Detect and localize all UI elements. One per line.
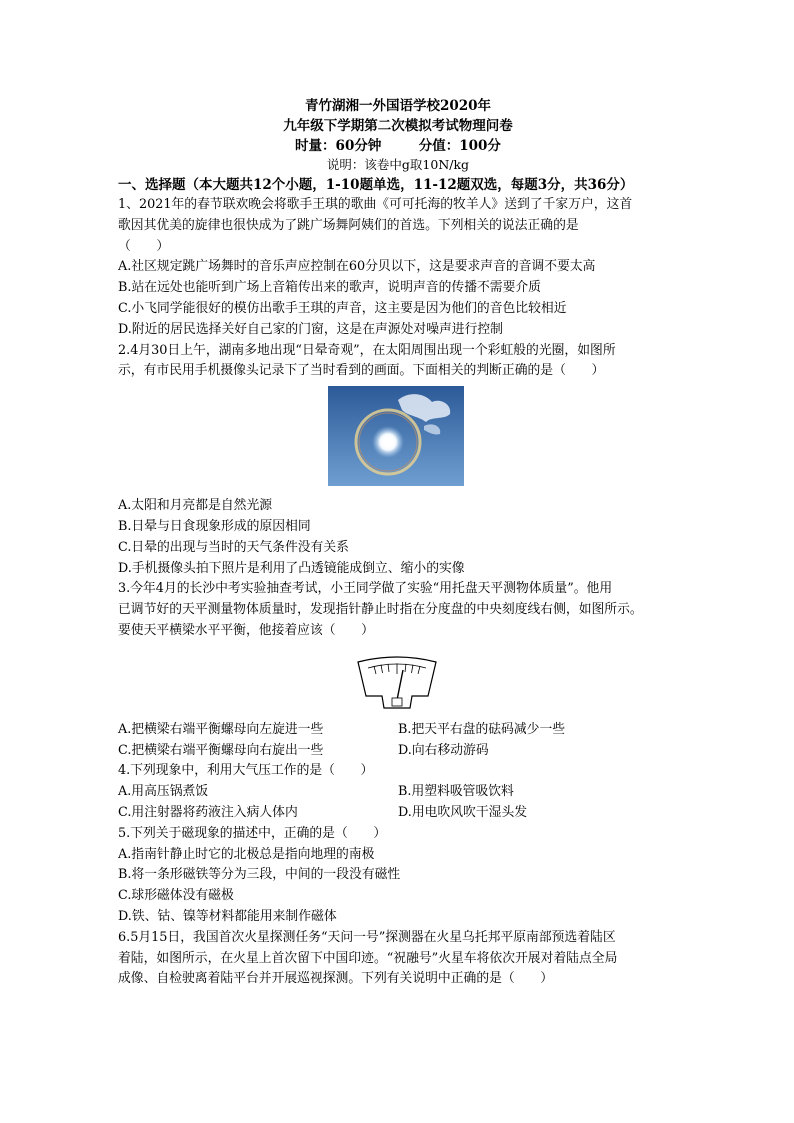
q3-stem-2: 已调节好的天平测量物体质量时，发现指针静止时指在分度盘的中央刻度线右侧，如图所示。 xyxy=(118,602,643,618)
school-title: 青竹湖湘一外国语学校2020年 xyxy=(304,98,492,114)
q5-option-c: C.球形磁体没有磁极 xyxy=(118,888,234,904)
q5-option-a: A.指南针静止时它的北极总是指向地理的南极 xyxy=(118,846,375,862)
question-3 xyxy=(118,579,678,761)
q2-option-b: B.日晕与日食现象形成的原因相同 xyxy=(118,518,311,534)
exam-note: 说明：该卷中g取10N/kg xyxy=(326,157,470,172)
question-1 xyxy=(118,195,678,341)
q1-option-b: B.站在远处也能听到广场上音箱传出来的歌声，说明声音的传播不需要介质 xyxy=(118,280,541,296)
q2-stem-2: 示，有市民用手机摄像头记录下了当时看到的画面。下面相关的判断正确的是（ ） xyxy=(118,363,605,379)
q6-stem-2: 着陆，如图所示，在火星上首次留下中国印迹。“祝融号”火星车将依次开展对着陆点全局 xyxy=(118,950,618,966)
q2-option-c: C.日晕的出现与当时的天气条件没有关系 xyxy=(118,539,349,555)
q2-option-d: D.手机摄像头拍下照片是利用了凸透镜能成倒立、缩小的实像 xyxy=(118,560,465,576)
q5-stem: 5.下列关于磁现象的描述中，正确的是（ ） xyxy=(118,825,387,841)
q5-option-d: D.铁、钴、镍等材料都能用来制作磁体 xyxy=(118,908,337,924)
question-4 xyxy=(118,761,678,823)
q4-option-b: B.用塑料吸管吸饮料 xyxy=(398,784,514,800)
q1-option-d: D.附近的居民选择关好自己家的门窗，这是在声源处对噪声进行控制 xyxy=(118,321,503,337)
q4-option-a: A.用高压锅煮饭 xyxy=(118,784,209,800)
q1-option-a: A.社区规定跳广场舞时的音乐声应控制在60分贝以下，这是要求声音的音调不要太高 xyxy=(118,259,596,275)
q4-option-d: D.用电吹风吹干湿头发 xyxy=(398,804,528,820)
question-2 xyxy=(118,341,678,580)
q2-option-a: A.太阳和月亮都是自然光源 xyxy=(118,498,273,514)
q3-stem-1: 3.今年4月的长沙中考实验抽查考试，小王同学做了实验“用托盘天平测物体质量”。他用 xyxy=(118,581,613,597)
question-5 xyxy=(118,824,678,928)
exam-page xyxy=(118,96,678,990)
q3-option-d: D.向右移动游码 xyxy=(398,742,489,758)
q3-option-c: C.把横梁右端平衡螺母向右旋出一些 xyxy=(118,742,324,758)
q3-options-row-1 xyxy=(118,720,678,741)
q5-option-b: B.将一条形磁铁等分为三段，中间的一段没有磁性 xyxy=(118,867,401,883)
time-label: 时量：60分钟 xyxy=(295,138,382,154)
sun-halo-photo xyxy=(328,386,464,486)
question-6 xyxy=(118,928,678,990)
q1-stem-1: 1、2021年的春节联欢晚会将歌手王琪的歌曲《可可托海的牧羊人》送到了千家万户，这首 xyxy=(118,197,633,212)
q4-options-row-1 xyxy=(118,782,678,803)
q4-option-c: C.用注射器将药液注入病人体内 xyxy=(118,804,298,820)
q3-option-a: A.把横梁右端平衡螺母向左旋进一些 xyxy=(118,721,324,737)
q1-option-c: C.小飞同学能很好的模仿出歌手王琪的声音，这主要是因为他们的音色比较相近 xyxy=(118,300,567,316)
q6-stem-3: 成像、自检驶离着陆平台并开展巡视探测。下列有关说明中正确的是（ ） xyxy=(118,971,554,987)
q6-stem-1: 6.5月15日，我国首次火星探测任务“天问一号”探测器在火星乌托邦平原南部预选着陆区 xyxy=(118,929,616,945)
section-heading: 一、选择题（本大题共12个小题，1-10题单选，11-12题双选，每题3分，共36分） xyxy=(118,177,634,193)
q3-option-b: B.把天平右盘的砝码减少一些 xyxy=(398,721,566,737)
balance-scale-dial-figure xyxy=(354,654,440,710)
q1-stem-3: （ ） xyxy=(118,238,170,254)
q4-stem: 4.下列现象中，利用大气压工作的是（ ） xyxy=(118,763,374,779)
q3-stem-3: 要使天平横梁水平平衡，他接着应该（ ） xyxy=(118,622,374,638)
q1-stem-2: 歌因其优美的旋律也很快成为了跳广场舞阿姨们的首选。下列相关的说法正确的是 xyxy=(118,217,579,233)
exam-title: 九年级下学期第二次模拟考试物理问卷 xyxy=(283,118,513,134)
exam-meta xyxy=(118,136,678,156)
q2-stem-1: 2.4月30日上午，湖南多地出现“日晕奇观”，在太阳周围出现一个彩虹般的光圈，如图所 xyxy=(118,342,616,358)
score-label: 分值：100分 xyxy=(418,138,501,154)
q4-options-row-2 xyxy=(118,803,678,824)
q3-options-row-2 xyxy=(118,741,678,762)
